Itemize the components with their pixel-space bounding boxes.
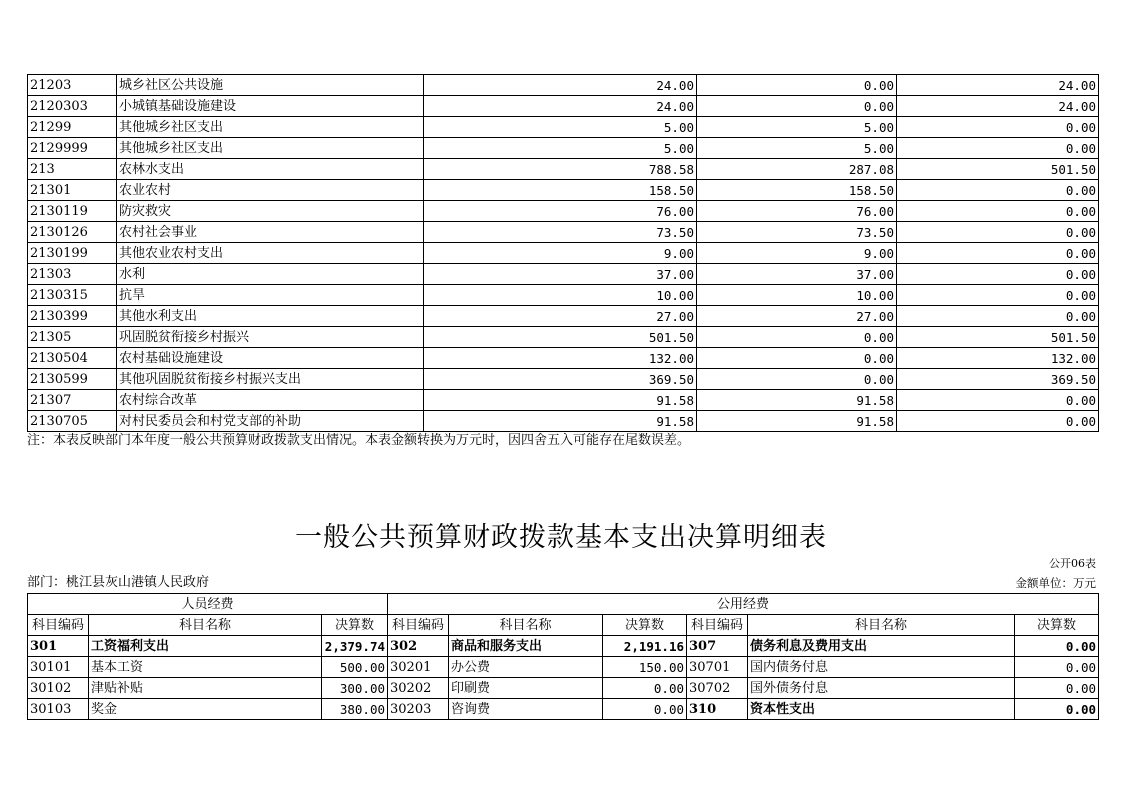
cell-total: 10.00: [424, 285, 697, 306]
cell-code: 2120303: [28, 96, 117, 117]
cell-basic: 27.00: [697, 306, 897, 327]
table-row: [28, 657, 1099, 678]
cell-basic: 287.08: [697, 159, 897, 180]
cell-code: 30101: [28, 657, 89, 678]
table-row: [28, 264, 1099, 285]
cell-project: 132.00: [897, 348, 1099, 369]
header-code: 科目编码: [28, 615, 89, 636]
cell-amount: 380.00: [322, 699, 388, 720]
cell-total: 158.50: [424, 180, 697, 201]
cell-project: 0.00: [897, 222, 1099, 243]
cell-name: 工资福利支出: [89, 636, 322, 657]
cell-total: 24.00: [424, 96, 697, 117]
cell-basic: 91.58: [697, 411, 897, 432]
cell-amount: 0.00: [1015, 699, 1099, 720]
cell-project: 0.00: [897, 285, 1099, 306]
cell-code: 21203: [28, 75, 117, 96]
cell-basic: 9.00: [697, 243, 897, 264]
table-row: [28, 678, 1099, 699]
cell-total: 132.00: [424, 348, 697, 369]
cell-amount: 2,379.74: [322, 636, 388, 657]
cell-project: 0.00: [897, 201, 1099, 222]
cell-code: 21301: [28, 180, 117, 201]
cell-amount: 0.00: [1015, 678, 1099, 699]
cell-code: 2130119: [28, 201, 117, 222]
cell-name: 防灾救灾: [117, 201, 424, 222]
header-code: 科目编码: [388, 615, 449, 636]
cell-total: 91.58: [424, 411, 697, 432]
cell-code: 2130705: [28, 411, 117, 432]
table-row: [28, 75, 1099, 96]
cell-name: 抗旱: [117, 285, 424, 306]
cell-total: 5.00: [424, 138, 697, 159]
amount-unit-label: 金额单位：万元: [1015, 576, 1096, 590]
cell-basic: 91.58: [697, 390, 897, 411]
cell-amount: 0.00: [1015, 657, 1099, 678]
cell-code: 21299: [28, 117, 117, 138]
cell-code: 307: [687, 636, 748, 657]
cell-amount: 500.00: [322, 657, 388, 678]
cell-project: 0.00: [897, 306, 1099, 327]
cell-code: 30102: [28, 678, 89, 699]
cell-total: 9.00: [424, 243, 697, 264]
cell-total: 24.00: [424, 75, 697, 96]
table-row: [28, 138, 1099, 159]
cell-name: 城乡社区公共设施: [117, 75, 424, 96]
page-title: 一般公共预算财政拨款基本支出决算明细表: [295, 522, 827, 553]
cell-basic: 0.00: [697, 369, 897, 390]
cell-basic: 0.00: [697, 75, 897, 96]
cell-project: 0.00: [897, 390, 1099, 411]
cell-name: 对村民委员会和村党支部的补助: [117, 411, 424, 432]
cell-project: 501.50: [897, 327, 1099, 348]
cell-total: 37.00: [424, 264, 697, 285]
cell-name: 奖金: [89, 699, 322, 720]
cell-project: 0.00: [897, 243, 1099, 264]
cell-code: 21307: [28, 390, 117, 411]
cell-basic: 5.00: [697, 117, 897, 138]
cell-code: 21305: [28, 327, 117, 348]
cell-basic: 5.00: [697, 138, 897, 159]
table-row: [28, 285, 1099, 306]
table-row: [28, 411, 1099, 432]
cell-code: 301: [28, 636, 89, 657]
cell-name: 津贴补贴: [89, 678, 322, 699]
table-row: [28, 348, 1099, 369]
cell-project: 24.00: [897, 75, 1099, 96]
header-amount: 决算数: [1015, 615, 1099, 636]
cell-total: 788.58: [424, 159, 697, 180]
table-row: [28, 327, 1099, 348]
cell-basic: 158.50: [697, 180, 897, 201]
table-row: [28, 699, 1099, 720]
table-row: [28, 222, 1099, 243]
header-name: 科目名称: [89, 615, 322, 636]
header-code: 科目编码: [687, 615, 748, 636]
cell-name: 其他水利支出: [117, 306, 424, 327]
table-row: [28, 369, 1099, 390]
header-amount: 决算数: [603, 615, 687, 636]
cell-name: 农业农村: [117, 180, 424, 201]
cell-code: 2130199: [28, 243, 117, 264]
cell-basic: 0.00: [697, 348, 897, 369]
cell-name: 印刷费: [449, 678, 603, 699]
cell-name: 农村综合改革: [117, 390, 424, 411]
cell-code: 30203: [388, 699, 449, 720]
header-name: 科目名称: [449, 615, 603, 636]
cell-total: 27.00: [424, 306, 697, 327]
cell-code: 30702: [687, 678, 748, 699]
column-header-row: [28, 615, 1099, 636]
cell-amount: 2,191.16: [603, 636, 687, 657]
cell-amount: 0.00: [1015, 636, 1099, 657]
cell-name: 基本工资: [89, 657, 322, 678]
cell-total: 369.50: [424, 369, 697, 390]
cell-basic: 10.00: [697, 285, 897, 306]
cell-name: 国外债务付息: [748, 678, 1015, 699]
cell-amount: 150.00: [603, 657, 687, 678]
cell-basic: 76.00: [697, 201, 897, 222]
cell-total: 76.00: [424, 201, 697, 222]
group-header-row: [28, 594, 1099, 615]
cell-project: 0.00: [897, 117, 1099, 138]
cell-name: 农村基础设施建设: [117, 348, 424, 369]
table-row: [28, 180, 1099, 201]
cell-name: 债务利息及费用支出: [748, 636, 1015, 657]
header-amount: 决算数: [322, 615, 388, 636]
form-number: 公开06表: [1049, 557, 1096, 570]
cell-total: 5.00: [424, 117, 697, 138]
cell-name: 国内债务付息: [748, 657, 1015, 678]
cell-code: 30701: [687, 657, 748, 678]
detail-table-body: [28, 594, 1099, 720]
table-row: [28, 636, 1099, 657]
cell-amount: 300.00: [322, 678, 388, 699]
cell-code: 2129999: [28, 138, 117, 159]
cell-code: 2130315: [28, 285, 117, 306]
cell-code: 310: [687, 699, 748, 720]
cell-basic: 37.00: [697, 264, 897, 285]
cell-basic: 0.00: [697, 327, 897, 348]
header-name: 科目名称: [748, 615, 1015, 636]
cell-project: 0.00: [897, 180, 1099, 201]
cell-project: 501.50: [897, 159, 1099, 180]
table-row: [28, 201, 1099, 222]
cell-name: 咨询费: [449, 699, 603, 720]
cell-name: 资本性支出: [748, 699, 1015, 720]
cell-project: 369.50: [897, 369, 1099, 390]
cell-code: 2130504: [28, 348, 117, 369]
cell-project: 24.00: [897, 96, 1099, 117]
cell-code: 2130399: [28, 306, 117, 327]
cell-name: 小城镇基础设施建设: [117, 96, 424, 117]
cell-basic: 0.00: [697, 96, 897, 117]
cell-name: 水利: [117, 264, 424, 285]
cell-project: 0.00: [897, 411, 1099, 432]
cell-code: 213: [28, 159, 117, 180]
table-row: [28, 306, 1099, 327]
table-row: [28, 96, 1099, 117]
cell-name: 农林水支出: [117, 159, 424, 180]
basic-expenditure-detail-table: [27, 593, 1099, 720]
cell-name: 巩固脱贫衔接乡村振兴: [117, 327, 424, 348]
table-row: [28, 243, 1099, 264]
expenditure-table-body: [28, 75, 1099, 432]
cell-basic: 73.50: [697, 222, 897, 243]
table-row: [28, 159, 1099, 180]
table-row: [28, 117, 1099, 138]
group-public: 公用经费: [388, 594, 1099, 615]
cell-project: 0.00: [897, 264, 1099, 285]
group-personnel: 人员经费: [28, 594, 388, 615]
cell-code: 30202: [388, 678, 449, 699]
table-row: [28, 390, 1099, 411]
cell-project: 0.00: [897, 138, 1099, 159]
cell-name: 其他农业农村支出: [117, 243, 424, 264]
cell-code: 21303: [28, 264, 117, 285]
cell-name: 其他城乡社区支出: [117, 138, 424, 159]
cell-code: 30103: [28, 699, 89, 720]
cell-code: 302: [388, 636, 449, 657]
cell-total: 73.50: [424, 222, 697, 243]
cell-amount: 0.00: [603, 699, 687, 720]
cell-name: 商品和服务支出: [449, 636, 603, 657]
cell-name: 其他城乡社区支出: [117, 117, 424, 138]
department-label: 部门：桃江县灰山港镇人民政府: [27, 575, 210, 590]
table-note: 注：本表反映部门本年度一般公共预算财政拨款支出情况。本表金额转换为万元时，因四舍五入可能存在尾数误差。: [27, 433, 691, 448]
cell-code: 2130599: [28, 369, 117, 390]
cell-name: 办公费: [449, 657, 603, 678]
cell-name: 其他巩固脱贫衔接乡村振兴支出: [117, 369, 424, 390]
cell-amount: 0.00: [603, 678, 687, 699]
cell-code: 30201: [388, 657, 449, 678]
expenditure-table: [27, 74, 1099, 432]
cell-total: 501.50: [424, 327, 697, 348]
cell-name: 农村社会事业: [117, 222, 424, 243]
cell-code: 2130126: [28, 222, 117, 243]
cell-total: 91.58: [424, 390, 697, 411]
